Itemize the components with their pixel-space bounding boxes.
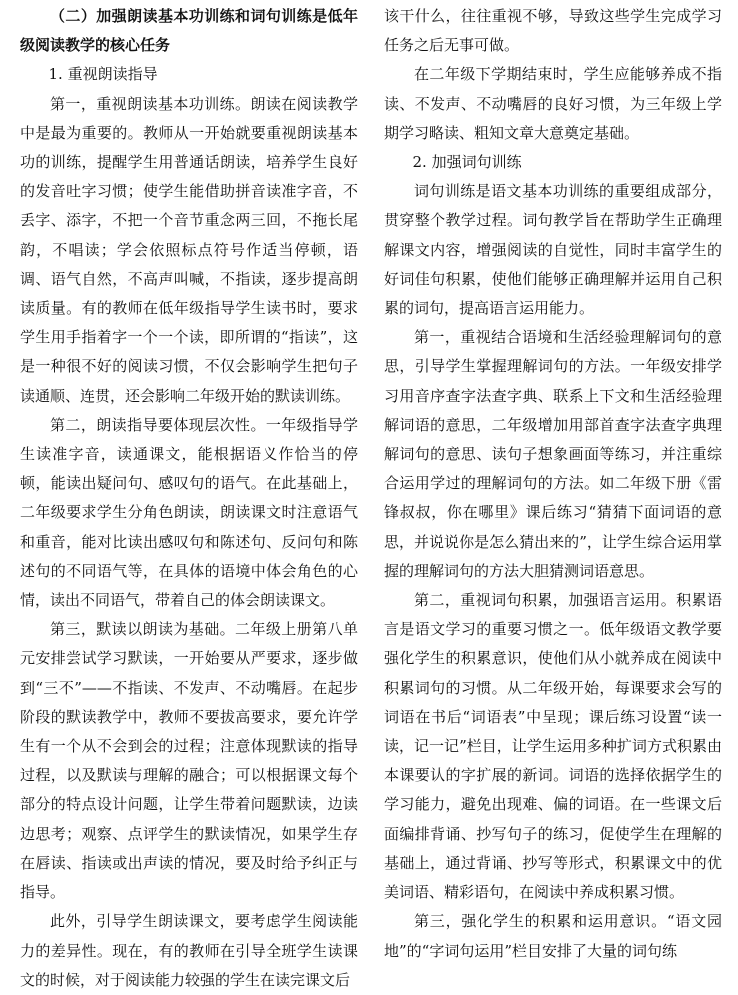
paragraph-usage-awareness: 第三，强化学生的积累和运用意识。“语文园地”的“字词句运用”栏目安排了大量的词句练 bbox=[384, 912, 722, 960]
subheading-reading: 1. 重视朗读指导 bbox=[48, 65, 158, 84]
paragraph-continued: 该干什么，往往重视不够，导致这些学生完成学习任务之后无事可做。 bbox=[384, 7, 722, 55]
paragraph-reading-basics: 第一，重视朗读基本功训练。朗读在阅读教学中是最为重要的。教师从一开始就要重视朗读基本功的训练，提醒学生用普通话朗读，培养学生良好的发音吐字习惯；使学生能借助拼音读准字音，不丢字、添字，不把一个音节重念两三回，不拖长尾韵，不唱读；学会依照标点符号作适当停顿，语调、语气自然，不高声叫喊，不指读，逐步提高朗读质量。有的教师在低年级指导学生读书时，要求学生用手指着字一个一个读，即所谓的“指读”，这是一种很不好的阅读习惯，不仅会影响学生把句子读通顺、连贯，还会影响二年级开始的默读训练。 bbox=[20, 94, 358, 405]
subheading-word-training: 2. 加强词句训练 bbox=[412, 153, 522, 172]
paragraph-reading-levels: 第二，朗读指导要体现层次性。一年级指导学生读准字音，读通课文，能根据语义作恰当的停顿，能读出疑问句、感叹句的语气。在此基础上，二年级要求学生分角色朗读，朗读课文时注意语气和重音，能对比读出感叹句和陈述句、反问句和陈述句的不同语气等，在具体的语境中体会角色的心情，读出不同语气，带着自己的体会朗读课文。 bbox=[20, 415, 358, 610]
document-page bbox=[20, 0, 722, 989]
section-heading: （二）加强朗读基本功训练和词句训练是低年级阅读教学的核心任务 bbox=[20, 7, 358, 55]
paragraph-grade2-goal: 在二年级下学期结束时，学生应能够养成不指读、不发声、不动嘴唇的良好习惯，为三年级上学期学习略读、粗知文章大意奠定基础。 bbox=[384, 65, 722, 142]
left-column bbox=[20, 0, 358, 989]
paragraph-context-understanding: 第一，重视结合语境和生活经验理解词句的意思，引导学生掌握理解词句的方法。一年级安排学习用音序查字法查字典、联系上下文和生活经验理解词语的意思，二年级增加用部首查字法查字典理解词句的意思、读句子想象画面等练习，并注重综合运用学过的理解词句的方法。如二年级下册《雷锋叔叔，你在哪里》课后练习“猜猜下面词语的意思，并说说你是怎么猜出来的”，让学生综合运用掌握的理解词句的方法大胆猜测词语意思。 bbox=[384, 328, 722, 580]
paragraph-word-training: 词句训练是语文基本功训练的重要组成部分，贯穿整个教学过程。词句教学旨在帮助学生正确理解课文内容，增强阅读的自觉性，同时丰富学生的好词佳句积累，使他们能够正确理解并运用自己积累的词句，提高语言运用能力。 bbox=[384, 182, 722, 318]
paragraph-silent-reading: 第三，默读以朗读为基础。二年级上册第八单元安排尝试学习默读，一开始要从严要求，逐步做到“三不”——不指读、不发声、不动嘴唇。在起步阶段的默读教学中，教师不要拔高要求，要允许学生有一个从不会到会的过程；注意体现默读的指导过程，以及默读与理解的融合；可以根据课文每个部分的特点设计问题，让学生带着问题默读，边读边思考；观察、点评学生的默读情况，如果学生存在唇读、指读或出声读的情况，要及时给予纠正与指导。 bbox=[20, 620, 358, 902]
paragraph-reading-differences: 此外，引导学生朗读课文，要考虑学生阅读能力的差异性。现在，有的教师在引导全班学生读课文的时候，对于阅读能力较强的学生在读完课文后 bbox=[20, 912, 358, 989]
right-column bbox=[384, 0, 722, 960]
paragraph-word-accumulation: 第二，重视词句积累，加强语言运用。积累语言是语文学习的重要习惯之一。低年级语文教学要强化学生的积累意识，使他们从小就养成在阅读中积累词句的习惯。从二年级开始，每课要求会写的词语在书后“词语表”中呈现；课后练习设置“读一读，记一记”栏目，让学生运用多种扩词方式积累由本课要认的字扩展的新词。词语的选择依据学生的学习能力，避免出现难、偏的词语。在一些课文后面编排背诵、抄写句子的练习，促使学生在理解的基础上，通过背诵、抄写等形式，积累课文中的优美词语、精彩语句，在阅读中养成积累习惯。 bbox=[384, 591, 722, 902]
